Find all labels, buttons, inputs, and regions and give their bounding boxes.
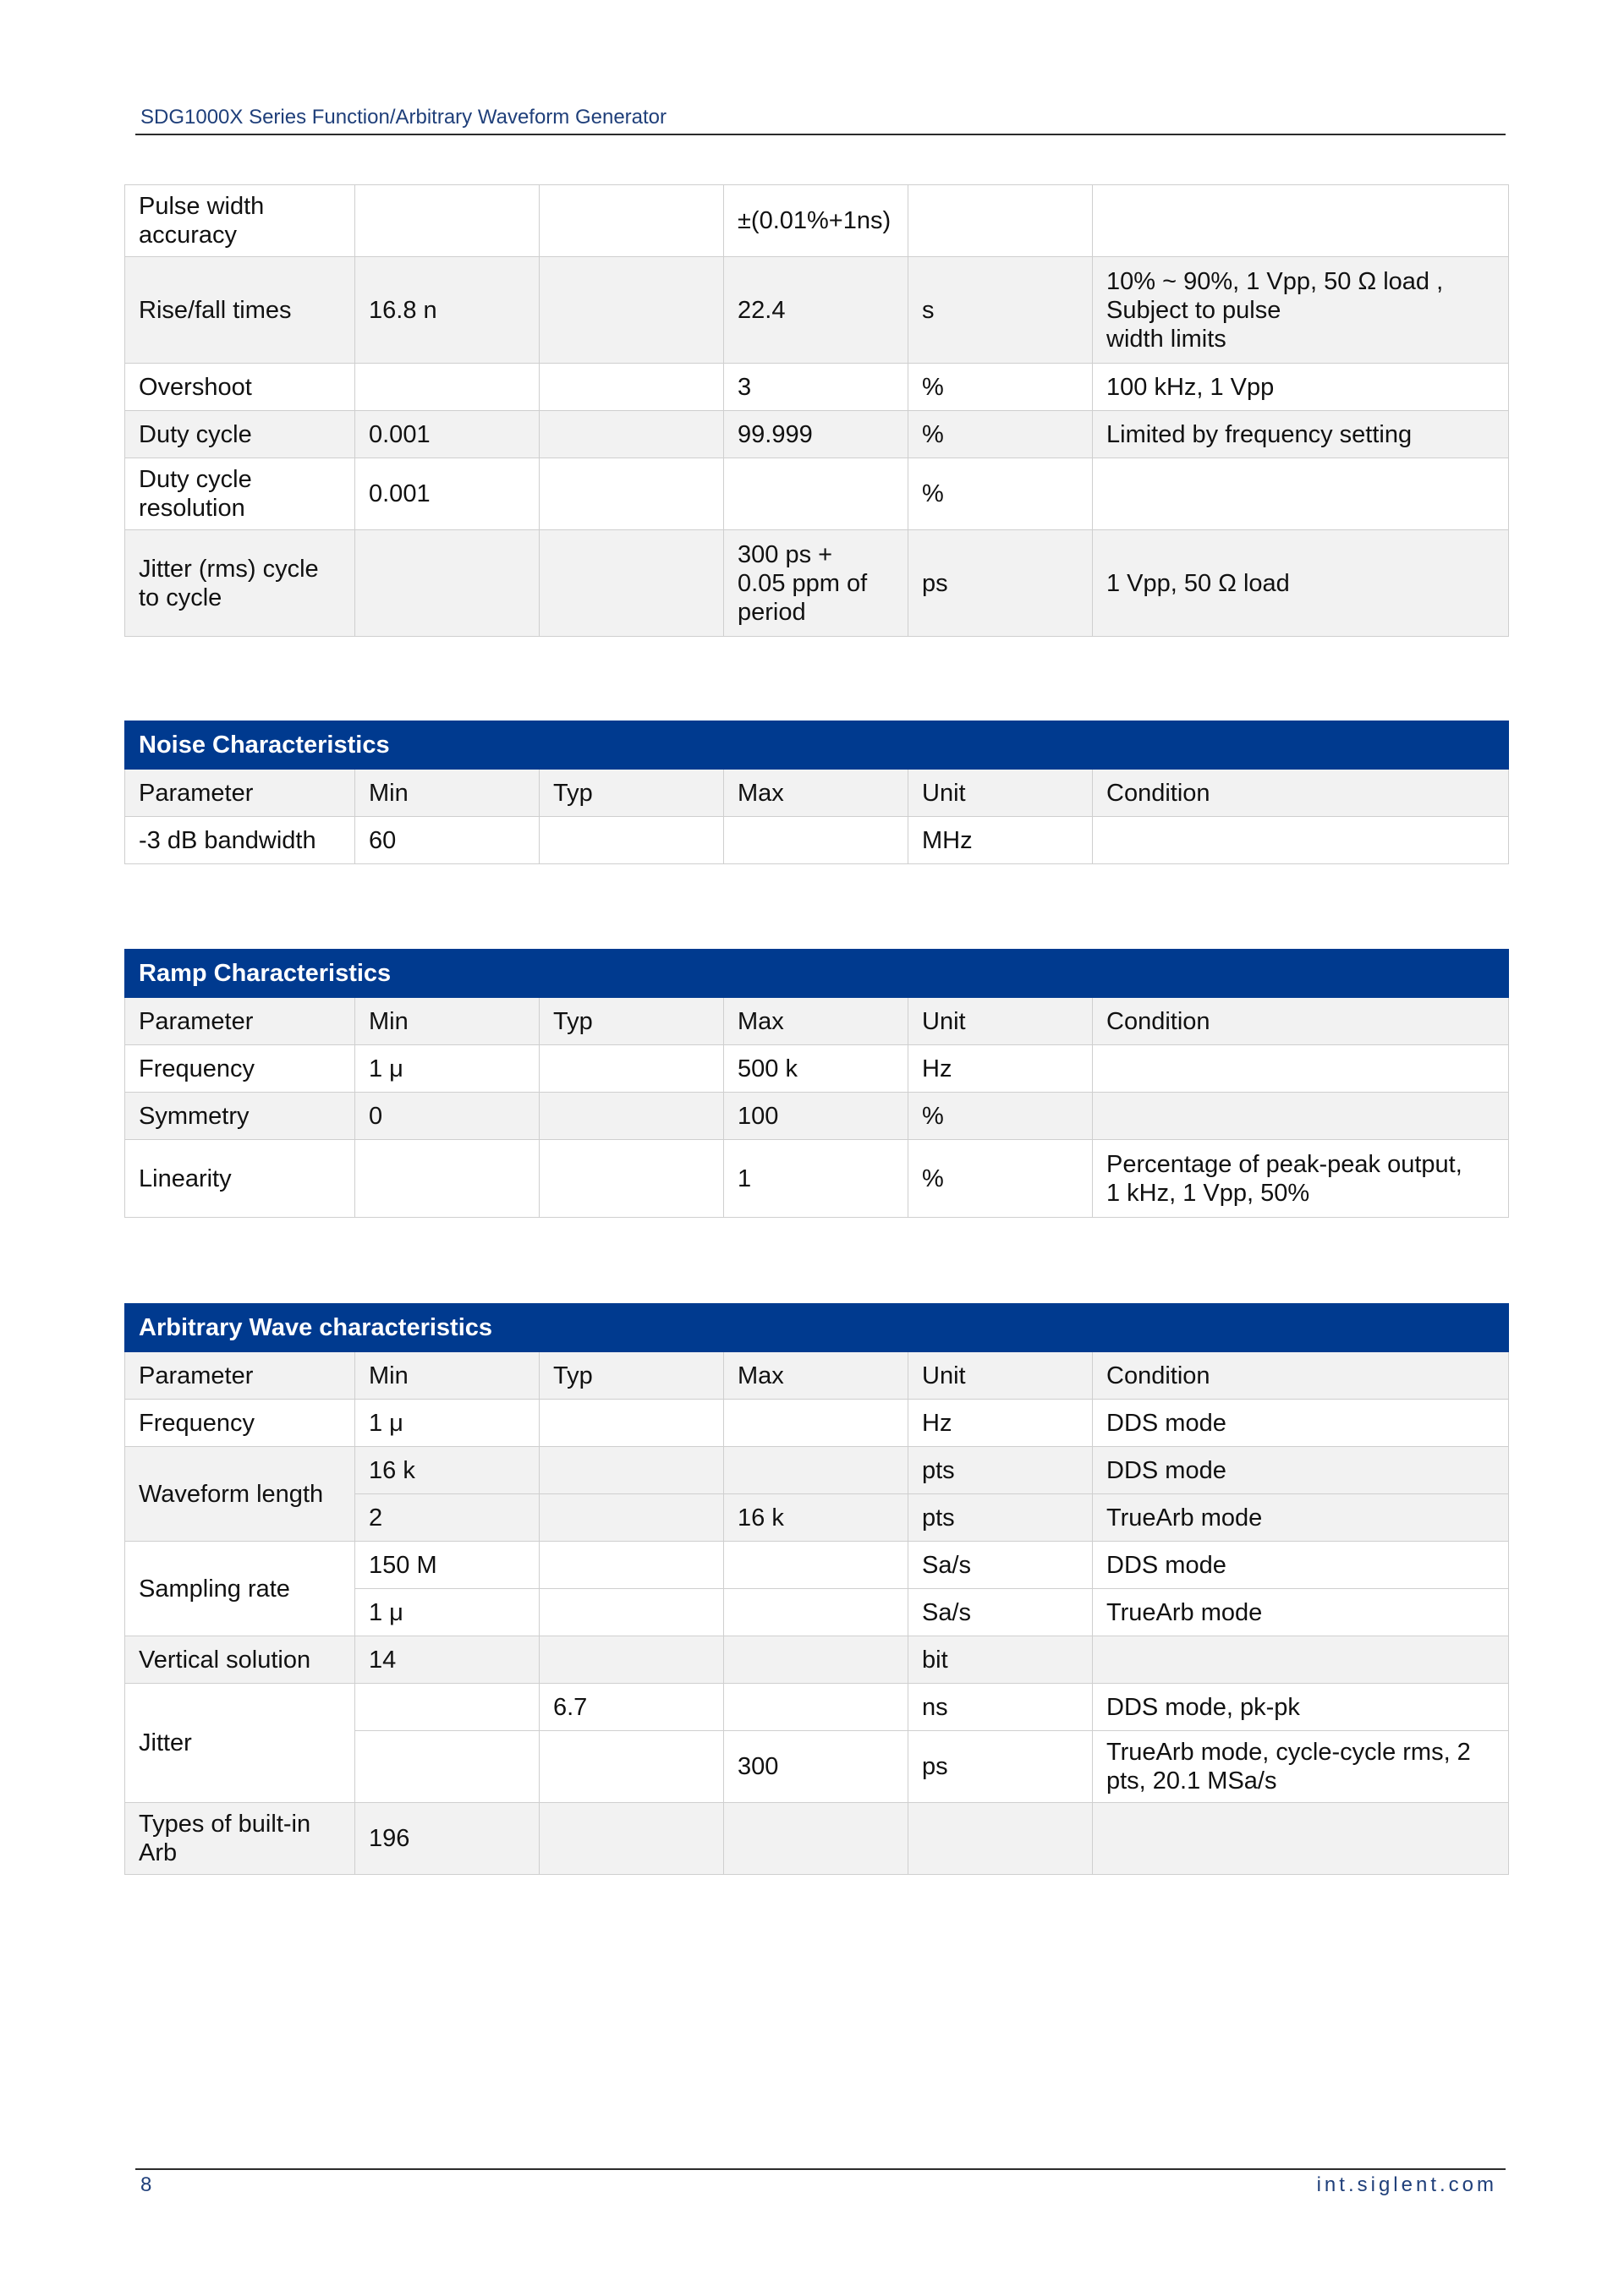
cell-parameter: Symmetry [125, 1093, 355, 1140]
header-title: SDG1000X Series Function/Arbitrary Waveform Generator [140, 106, 667, 129]
cell-condition [1093, 1045, 1509, 1093]
cell-typ [540, 1542, 724, 1589]
table-row [125, 257, 1509, 364]
column-header: Parameter [125, 1352, 355, 1400]
cell-parameter: Vertical solution [125, 1636, 355, 1684]
cell-typ [540, 257, 724, 364]
table-row [125, 817, 1509, 864]
cell-unit: ps [908, 1731, 1093, 1803]
cell-unit: pts [908, 1447, 1093, 1494]
cell-parameter: Waveform length [125, 1447, 355, 1542]
header-rule [135, 134, 1506, 135]
footer-rule [135, 2168, 1506, 2170]
cell-min [355, 364, 540, 411]
column-header: Typ [540, 998, 724, 1045]
cell-unit: Sa/s [908, 1542, 1093, 1589]
table-row [125, 1093, 1509, 1140]
column-header: Max [724, 770, 908, 817]
table-row [125, 530, 1509, 637]
table-row [125, 185, 1509, 257]
cell-typ: 6.7 [540, 1684, 724, 1731]
cell-typ [540, 1447, 724, 1494]
cell-max [724, 1803, 908, 1875]
page-number: 8 [140, 2173, 152, 2196]
cell-parameter: Sampling rate [125, 1542, 355, 1636]
column-header: Min [355, 770, 540, 817]
cell-min: 2 [355, 1494, 540, 1542]
cell-unit: MHz [908, 817, 1093, 864]
cell-condition: 100 kHz, 1 Vpp [1093, 364, 1509, 411]
cell-max [724, 1589, 908, 1636]
cell-unit: % [908, 1093, 1093, 1140]
cell-max: ±(0.01%+1ns) [724, 185, 908, 257]
cell-condition: DDS mode [1093, 1447, 1509, 1494]
table-title: Noise Characteristics [125, 721, 1509, 770]
table-title: Arbitrary Wave characteristics [125, 1304, 1509, 1352]
cell-min: 16 k [355, 1447, 540, 1494]
cell-max: 22.4 [724, 257, 908, 364]
cell-typ [540, 1045, 724, 1093]
column-header-row [125, 1352, 1509, 1400]
column-header-row [125, 998, 1509, 1045]
cell-unit: s [908, 257, 1093, 364]
cell-unit: bit [908, 1636, 1093, 1684]
table-row [125, 411, 1509, 458]
table-row [125, 1684, 1509, 1731]
ramp-characteristics-table [124, 949, 1509, 1218]
cell-min [355, 1731, 540, 1803]
column-header: Unit [908, 998, 1093, 1045]
cell-parameter: Pulse width accuracy [125, 185, 355, 257]
cell-typ [540, 1140, 724, 1218]
column-header: Max [724, 998, 908, 1045]
cell-typ [540, 1731, 724, 1803]
column-header: Condition [1093, 770, 1509, 817]
table-row [125, 1400, 1509, 1447]
column-header: Condition [1093, 998, 1509, 1045]
column-header: Min [355, 1352, 540, 1400]
cell-condition [1093, 1636, 1509, 1684]
cell-unit [908, 185, 1093, 257]
cell-parameter: -3 dB bandwidth [125, 817, 355, 864]
cell-unit: ps [908, 530, 1093, 637]
cell-typ [540, 1589, 724, 1636]
cell-max: 3 [724, 364, 908, 411]
cell-unit [908, 1803, 1093, 1875]
column-header: Typ [540, 770, 724, 817]
cell-unit: Sa/s [908, 1589, 1093, 1636]
cell-condition [1093, 185, 1509, 257]
cell-max [724, 1542, 908, 1589]
cell-min [355, 530, 540, 637]
cell-typ [540, 1803, 724, 1875]
cell-typ [540, 411, 724, 458]
cell-condition: TrueArb mode [1093, 1589, 1509, 1636]
table-row [125, 1447, 1509, 1494]
column-header: Parameter [125, 770, 355, 817]
cell-condition: TrueArb mode, cycle-cycle rms, 2 pts, 20.1 MSa/s [1093, 1731, 1509, 1803]
cell-max: 300 ps + 0.05 ppm of period [724, 530, 908, 637]
arbitrary-wave-characteristics-table [124, 1303, 1509, 1875]
column-header: Min [355, 998, 540, 1045]
column-header: Unit [908, 770, 1093, 817]
cell-max [724, 1684, 908, 1731]
cell-max [724, 1447, 908, 1494]
cell-max: 1 [724, 1140, 908, 1218]
cell-min: 0 [355, 1093, 540, 1140]
cell-condition [1093, 458, 1509, 530]
cell-typ [540, 185, 724, 257]
cell-max [724, 1400, 908, 1447]
column-header: Unit [908, 1352, 1093, 1400]
cell-unit: ns [908, 1684, 1093, 1731]
cell-parameter: Linearity [125, 1140, 355, 1218]
cell-unit: % [908, 1140, 1093, 1218]
cell-min: 0.001 [355, 458, 540, 530]
cell-typ [540, 1636, 724, 1684]
cell-typ [540, 1400, 724, 1447]
cell-unit: pts [908, 1494, 1093, 1542]
table-row [125, 1636, 1509, 1684]
table-row [125, 1045, 1509, 1093]
cell-condition: 1 Vpp, 50 Ω load [1093, 530, 1509, 637]
cell-min: 1 μ [355, 1045, 540, 1093]
cell-max [724, 1636, 908, 1684]
cell-max: 100 [724, 1093, 908, 1140]
cell-condition: TrueArb mode [1093, 1494, 1509, 1542]
cell-condition: 10% ~ 90%, 1 Vpp, 50 Ω load , Subject to pulse width limits [1093, 257, 1509, 364]
cell-typ [540, 364, 724, 411]
cell-parameter: Rise/fall times [125, 257, 355, 364]
cell-max: 300 [724, 1731, 908, 1803]
table-row [125, 1803, 1509, 1875]
cell-unit: Hz [908, 1400, 1093, 1447]
cell-condition [1093, 1803, 1509, 1875]
column-header: Typ [540, 1352, 724, 1400]
cell-parameter: Duty cycle resolution [125, 458, 355, 530]
cell-condition: DDS mode, pk-pk [1093, 1684, 1509, 1731]
cell-condition [1093, 817, 1509, 864]
cell-condition: Percentage of peak-peak output, 1 kHz, 1 Vpp, 50% [1093, 1140, 1509, 1218]
noise-characteristics-table [124, 721, 1509, 864]
cell-min: 1 μ [355, 1400, 540, 1447]
cell-parameter: Frequency [125, 1045, 355, 1093]
table-row [125, 364, 1509, 411]
cell-parameter: Overshoot [125, 364, 355, 411]
cell-parameter: Duty cycle [125, 411, 355, 458]
cell-unit: Hz [908, 1045, 1093, 1093]
cell-typ [540, 458, 724, 530]
cell-condition: DDS mode [1093, 1400, 1509, 1447]
pulse-spec-table [124, 184, 1509, 637]
cell-parameter: Jitter (rms) cycle to cycle [125, 530, 355, 637]
cell-typ [540, 1494, 724, 1542]
cell-parameter: Jitter [125, 1684, 355, 1803]
cell-min: 16.8 n [355, 257, 540, 364]
cell-condition: Limited by frequency setting [1093, 411, 1509, 458]
cell-min: 196 [355, 1803, 540, 1875]
cell-max: 99.999 [724, 411, 908, 458]
cell-unit: % [908, 411, 1093, 458]
cell-max [724, 817, 908, 864]
cell-parameter: Frequency [125, 1400, 355, 1447]
footer-website: int.siglent.com [1316, 2173, 1497, 2196]
cell-typ [540, 1093, 724, 1140]
cell-max: 500 k [724, 1045, 908, 1093]
cell-min: 150 M [355, 1542, 540, 1589]
column-header-row [125, 770, 1509, 817]
cell-min: 1 μ [355, 1589, 540, 1636]
cell-typ [540, 817, 724, 864]
table-row [125, 458, 1509, 530]
cell-condition: DDS mode [1093, 1542, 1509, 1589]
cell-typ [540, 530, 724, 637]
cell-min [355, 1140, 540, 1218]
cell-max [724, 458, 908, 530]
cell-condition [1093, 1093, 1509, 1140]
cell-min: 0.001 [355, 411, 540, 458]
column-header: Parameter [125, 998, 355, 1045]
cell-parameter: Types of built-in Arb [125, 1803, 355, 1875]
cell-unit: % [908, 364, 1093, 411]
cell-min [355, 1684, 540, 1731]
table-row [125, 1542, 1509, 1589]
cell-min [355, 185, 540, 257]
table-row [125, 1140, 1509, 1218]
cell-min: 60 [355, 817, 540, 864]
cell-max: 16 k [724, 1494, 908, 1542]
cell-unit: % [908, 458, 1093, 530]
column-header: Max [724, 1352, 908, 1400]
table-title: Ramp Characteristics [125, 950, 1509, 998]
cell-min: 14 [355, 1636, 540, 1684]
column-header: Condition [1093, 1352, 1509, 1400]
